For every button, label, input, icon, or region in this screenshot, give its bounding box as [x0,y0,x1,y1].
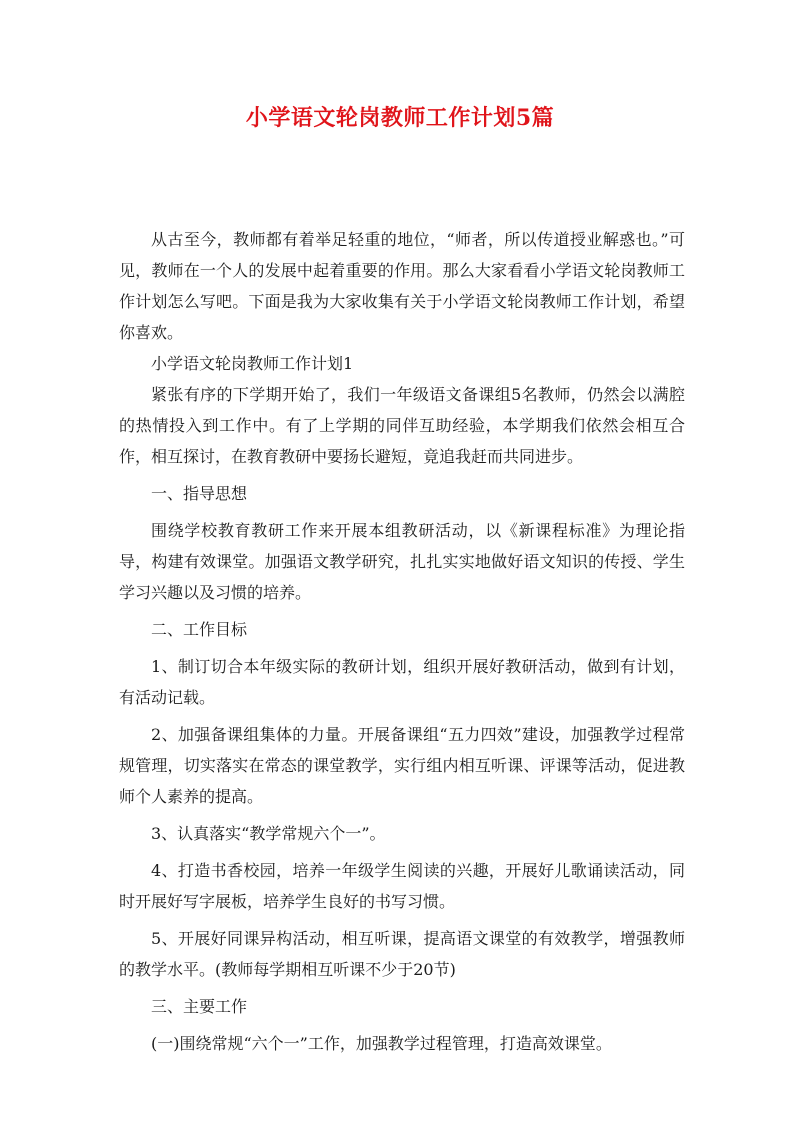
list-item: (一)围绕常规“六个一”工作，加强教学过程管理，打造高效课堂。 [151,1034,612,1053]
body-paragraph: 紧张有序的下学期开始了，我们一年级语文备课组5名教师，仍然会以满腔的热情投入到工作中。有了上学期的同伴互助经验，本学期我们依然会相互合作，相互探讨，在教育教研中要扬长避短，竟追我赶而共同进步。 [119,385,685,466]
list-item: 2、加强备课组集体的力量。开展备课组“五力四效”建设，加强教学过程常规管理，切实落实在常态的课堂教学，实行组内相互听课、评课等活动，促进教师个人素养的提高。 [119,725,685,806]
plan-heading: 小学语文轮岗教师工作计划1 [151,354,354,373]
section-heading: 三、主要工作 [151,997,248,1016]
list-item: 4、打造书香校园，培养一年级学生阅读的兴趣，开展好儿歌诵读活动，同时开展好写字展板，培养学生良好的书写习惯。 [119,861,685,911]
document-title: 小学语文轮岗教师工作计划5篇 [245,105,555,131]
document-body [119,224,685,1059]
list-item: 3、认真落实“教学常规六个一”。 [151,824,386,843]
list-item: 1、制订切合本年级实际的教研计划，组织开展好教研活动，做到有计划，有活动记载。 [119,657,685,707]
section-heading: 二、工作目标 [151,620,248,639]
list-item: 5、开展好同课异构活动，相互听课，提高语文课堂的有效教学，增强教师的教学水平。(教师每学期相互听课不少于20节) [119,929,685,979]
intro-paragraph: 从古至今，教师都有着举足轻重的地位，“师者，所以传道授业解惑也。”可见，教师在一个人的发展中起着重要的作用。那么大家看看小学语文轮岗教师工作计划怎么写吧。下面是我为大家收集有关于小学语文轮岗教师工作计划，希望你喜欢。 [119,230,685,342]
section-heading: 一、指导思想 [151,484,248,503]
body-paragraph: 围绕学校教育教研工作来开展本组教研活动，以《新课程标准》为理论指导，构建有效课堂。加强语文教学研究，扎扎实实地做好语文知识的传授、学生学习兴趣以及习惯的培养。 [119,521,685,602]
